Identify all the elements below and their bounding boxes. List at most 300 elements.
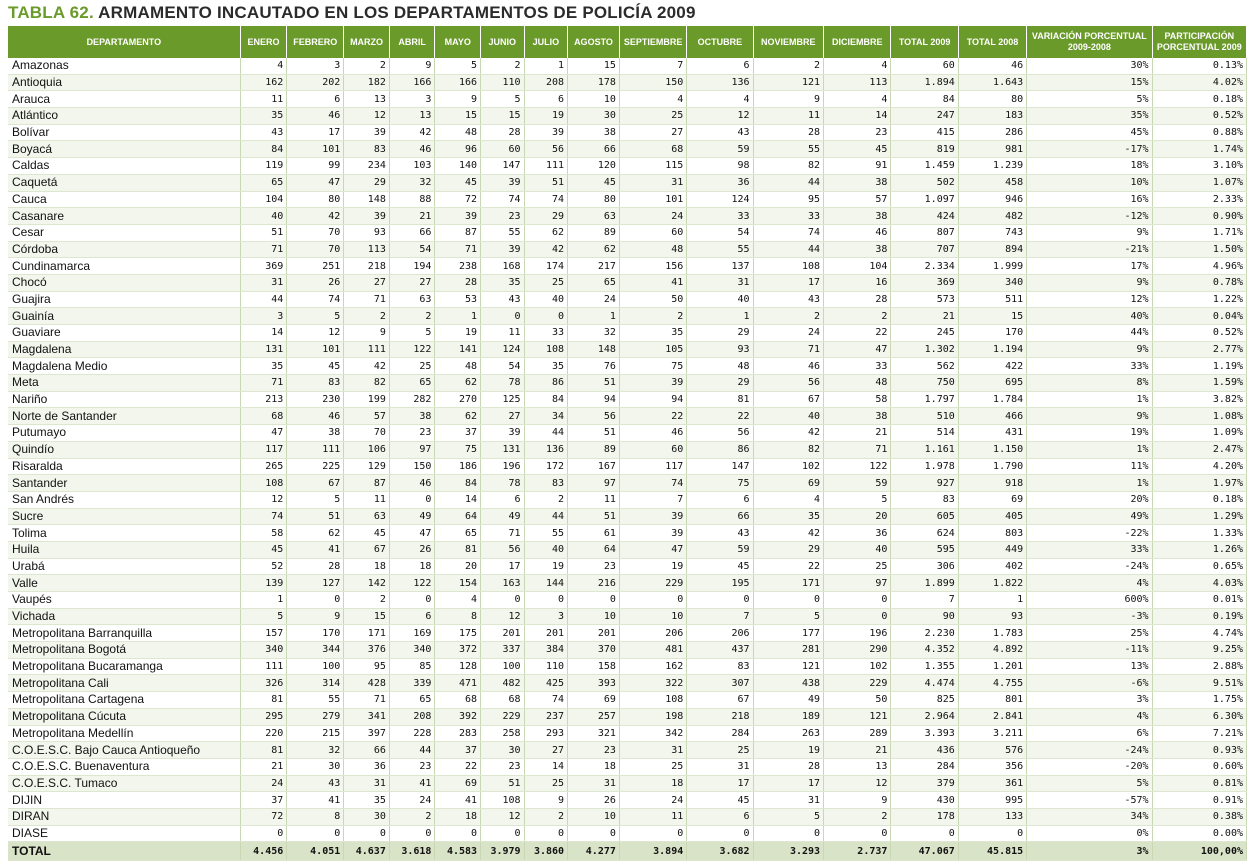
department-cell: Guaviare xyxy=(8,325,240,342)
value-cell: 10 xyxy=(568,608,620,625)
value-cell: 81 xyxy=(240,742,287,759)
value-cell: 2 xyxy=(824,808,891,825)
value-cell: 0.65% xyxy=(1152,558,1246,575)
table-row xyxy=(8,708,1247,725)
value-cell: 45 xyxy=(287,358,344,375)
value-cell: 1.894 xyxy=(891,74,958,91)
table-row xyxy=(8,625,1247,642)
value-cell: 218 xyxy=(687,708,753,725)
value-cell: 1% xyxy=(1027,391,1152,408)
value-cell: 2 xyxy=(389,308,435,325)
column-header: ENERO xyxy=(240,26,287,58)
value-cell: 1.097 xyxy=(891,191,958,208)
table-row xyxy=(8,742,1247,759)
value-cell: 430 xyxy=(891,792,958,809)
value-cell: 5 xyxy=(753,608,823,625)
table-row xyxy=(8,592,1247,609)
value-cell: 3.618 xyxy=(389,842,435,861)
value-cell: 372 xyxy=(435,642,481,659)
value-cell: 60 xyxy=(481,141,525,158)
table-row xyxy=(8,408,1247,425)
value-cell: 263 xyxy=(753,725,823,742)
value-cell: 1.08% xyxy=(1152,408,1246,425)
value-cell: 108 xyxy=(240,475,287,492)
value-cell: 43 xyxy=(287,775,344,792)
value-cell: 48 xyxy=(824,375,891,392)
value-cell: 100,00% xyxy=(1152,842,1246,861)
value-cell: 150 xyxy=(389,458,435,475)
value-cell: 18 xyxy=(568,758,620,775)
department-cell: Atlántico xyxy=(8,108,240,125)
value-cell: 0 xyxy=(240,825,287,842)
value-cell: 1.150 xyxy=(958,441,1026,458)
value-cell: 69 xyxy=(435,775,481,792)
value-cell: 37 xyxy=(435,742,481,759)
department-cell: Metropolitana Cali xyxy=(8,675,240,692)
value-cell: 80 xyxy=(958,91,1026,108)
value-cell: 87 xyxy=(435,224,481,241)
value-cell: 251 xyxy=(287,258,344,275)
value-cell: 1.07% xyxy=(1152,174,1246,191)
value-cell: 18 xyxy=(389,558,435,575)
column-header: FEBRERO xyxy=(287,26,344,58)
value-cell: 1.822 xyxy=(958,575,1026,592)
value-cell: 4.96% xyxy=(1152,258,1246,275)
value-cell: 39 xyxy=(481,425,525,442)
value-cell: 218 xyxy=(344,258,390,275)
value-cell: 19 xyxy=(619,558,686,575)
value-cell: 33 xyxy=(687,208,753,225)
value-cell: 83 xyxy=(891,491,958,508)
value-cell: 0.18% xyxy=(1152,91,1246,108)
value-cell: 23 xyxy=(568,558,620,575)
value-cell: 45 xyxy=(687,558,753,575)
value-cell: 337 xyxy=(481,642,525,659)
value-cell: 5 xyxy=(389,325,435,342)
value-cell: 807 xyxy=(891,224,958,241)
value-cell: 237 xyxy=(524,708,568,725)
value-cell: 80 xyxy=(568,191,620,208)
department-cell: Nariño xyxy=(8,391,240,408)
value-cell: 108 xyxy=(524,341,568,358)
value-cell: 17% xyxy=(1027,258,1152,275)
value-cell: 98 xyxy=(687,158,753,175)
table-title xyxy=(0,0,1250,26)
value-cell: 43 xyxy=(240,124,287,141)
value-cell: 4 xyxy=(753,491,823,508)
value-cell: 369 xyxy=(891,274,958,291)
value-cell: 108 xyxy=(753,258,823,275)
value-cell: 74 xyxy=(481,191,525,208)
value-cell: 139 xyxy=(240,575,287,592)
value-cell: 27 xyxy=(481,408,525,425)
value-cell: 108 xyxy=(619,692,686,709)
department-cell: Metropolitana Bogotá xyxy=(8,642,240,659)
department-cell: Metropolitana Barranquilla xyxy=(8,625,240,642)
value-cell: 111 xyxy=(344,341,390,358)
value-cell: 5 xyxy=(240,608,287,625)
value-cell: 3.293 xyxy=(753,842,823,861)
value-cell: 0 xyxy=(389,825,435,842)
value-cell: 71 xyxy=(240,241,287,258)
value-cell: 45.815 xyxy=(958,842,1026,861)
value-cell: 35 xyxy=(344,792,390,809)
value-cell: -11% xyxy=(1027,642,1152,659)
value-cell: 59 xyxy=(687,541,753,558)
value-cell: 29 xyxy=(344,174,390,191)
value-cell: 166 xyxy=(389,74,435,91)
value-cell: 19 xyxy=(753,742,823,759)
value-cell: 1 xyxy=(958,592,1026,609)
value-cell: 148 xyxy=(568,341,620,358)
table-row xyxy=(8,775,1247,792)
department-cell: DIASE xyxy=(8,825,240,842)
value-cell: 4.474 xyxy=(891,675,958,692)
value-cell: 43 xyxy=(481,291,525,308)
value-cell: 29 xyxy=(687,375,753,392)
armament-table xyxy=(8,26,1247,861)
value-cell: 131 xyxy=(481,441,525,458)
department-cell: San Andrés xyxy=(8,491,240,508)
value-cell: 6% xyxy=(1027,725,1152,742)
value-cell: 101 xyxy=(619,191,686,208)
column-header: OCTUBRE xyxy=(687,26,753,58)
value-cell: 4.20% xyxy=(1152,458,1246,475)
value-cell: 60 xyxy=(619,224,686,241)
value-cell: 4 xyxy=(240,58,287,74)
value-cell: 127 xyxy=(287,575,344,592)
table-row xyxy=(8,325,1247,342)
value-cell: 26 xyxy=(389,541,435,558)
value-cell: 0 xyxy=(824,608,891,625)
value-cell: 258 xyxy=(481,725,525,742)
value-cell: 71 xyxy=(435,241,481,258)
value-cell: 189 xyxy=(753,708,823,725)
value-cell: 0 xyxy=(524,308,568,325)
value-cell: 11 xyxy=(619,808,686,825)
value-cell: 265 xyxy=(240,458,287,475)
value-cell: 13% xyxy=(1027,658,1152,675)
value-cell: 0 xyxy=(958,825,1026,842)
value-cell: 384 xyxy=(524,642,568,659)
value-cell: 40 xyxy=(753,408,823,425)
value-cell: 37 xyxy=(240,792,287,809)
value-cell: 16 xyxy=(824,274,891,291)
value-cell: 167 xyxy=(568,458,620,475)
value-cell: 0.91% xyxy=(1152,792,1246,809)
value-cell: 26 xyxy=(568,792,620,809)
value-cell: 111 xyxy=(240,658,287,675)
value-cell: 32 xyxy=(287,742,344,759)
table-row xyxy=(8,608,1247,625)
value-cell: 121 xyxy=(824,708,891,725)
value-cell: 63 xyxy=(568,208,620,225)
value-cell: 63 xyxy=(389,291,435,308)
value-cell: 28 xyxy=(435,274,481,291)
value-cell: 56 xyxy=(524,141,568,158)
value-cell: 23 xyxy=(568,742,620,759)
value-cell: 801 xyxy=(958,692,1026,709)
value-cell: 0 xyxy=(753,592,823,609)
value-cell: 87 xyxy=(344,475,390,492)
value-cell: 220 xyxy=(240,725,287,742)
value-cell: 13 xyxy=(824,758,891,775)
value-cell: 2 xyxy=(524,808,568,825)
value-cell: 1.161 xyxy=(891,441,958,458)
value-cell: 0 xyxy=(389,491,435,508)
value-cell: 47 xyxy=(240,425,287,442)
column-header: VARIACIÓN PORCENTUAL 2009-2008 xyxy=(1027,26,1152,58)
value-cell: 19 xyxy=(524,558,568,575)
value-cell: 6 xyxy=(481,491,525,508)
value-cell: 0.93% xyxy=(1152,742,1246,759)
value-cell: 46 xyxy=(824,224,891,241)
value-cell: 573 xyxy=(891,291,958,308)
value-cell: 199 xyxy=(344,391,390,408)
value-cell: 428 xyxy=(344,675,390,692)
value-cell: 39 xyxy=(344,124,390,141)
value-cell: 1 xyxy=(687,308,753,325)
value-cell: 7 xyxy=(619,58,686,74)
table-row xyxy=(8,58,1247,74)
value-cell: 25 xyxy=(619,108,686,125)
column-header: DEPARTAMENTO xyxy=(8,26,240,58)
value-cell: 62 xyxy=(287,525,344,542)
value-cell: 48 xyxy=(435,358,481,375)
value-cell: 40% xyxy=(1027,308,1152,325)
column-header: ABRIL xyxy=(389,26,435,58)
value-cell: 82 xyxy=(344,375,390,392)
value-cell: 7.21% xyxy=(1152,725,1246,742)
value-cell: 84 xyxy=(524,391,568,408)
value-cell: 106 xyxy=(344,441,390,458)
table-row xyxy=(8,191,1247,208)
department-cell: Magdalena xyxy=(8,341,240,358)
value-cell: 45 xyxy=(344,525,390,542)
value-cell: 62 xyxy=(568,241,620,258)
value-cell: 379 xyxy=(891,775,958,792)
value-cell: 1.797 xyxy=(891,391,958,408)
value-cell: 67 xyxy=(753,391,823,408)
value-cell: 70 xyxy=(287,241,344,258)
value-cell: 422 xyxy=(958,358,1026,375)
value-cell: 511 xyxy=(958,291,1026,308)
value-cell: 11 xyxy=(753,108,823,125)
value-cell: 31 xyxy=(753,792,823,809)
table-body xyxy=(8,58,1247,861)
value-cell: 2 xyxy=(753,308,823,325)
value-cell: 84 xyxy=(435,475,481,492)
value-cell: 370 xyxy=(568,642,620,659)
value-cell: 100 xyxy=(287,658,344,675)
value-cell: 14 xyxy=(435,491,481,508)
value-cell: 7 xyxy=(687,608,753,625)
value-cell: 23 xyxy=(481,758,525,775)
department-cell: C.O.E.S.C. Bajo Cauca Antioqueño xyxy=(8,742,240,759)
value-cell: 8 xyxy=(287,808,344,825)
value-cell: 38 xyxy=(389,408,435,425)
value-cell: 431 xyxy=(958,425,1026,442)
value-cell: 270 xyxy=(435,391,481,408)
value-cell: 17 xyxy=(753,274,823,291)
value-cell: 3.860 xyxy=(524,842,568,861)
value-cell: 482 xyxy=(958,208,1026,225)
value-cell: 290 xyxy=(824,642,891,659)
value-cell: 1 xyxy=(435,308,481,325)
value-cell: 147 xyxy=(481,158,525,175)
value-cell: 0 xyxy=(687,825,753,842)
value-cell: 2.841 xyxy=(958,708,1026,725)
value-cell: 245 xyxy=(891,325,958,342)
value-cell: 5 xyxy=(287,491,344,508)
value-cell: 9% xyxy=(1027,341,1152,358)
value-cell: 162 xyxy=(240,74,287,91)
value-cell: 41 xyxy=(287,792,344,809)
value-cell: 229 xyxy=(619,575,686,592)
value-cell: 7 xyxy=(619,491,686,508)
value-cell: 4 xyxy=(824,91,891,108)
value-cell: 35 xyxy=(240,108,287,125)
value-cell: 234 xyxy=(344,158,390,175)
value-cell: 1.29% xyxy=(1152,508,1246,525)
table-row xyxy=(8,174,1247,191)
value-cell: 42 xyxy=(389,124,435,141)
value-cell: 69 xyxy=(958,491,1026,508)
value-cell: 0 xyxy=(481,308,525,325)
department-cell: Bolívar xyxy=(8,124,240,141)
value-cell: 27 xyxy=(389,274,435,291)
value-cell: 93 xyxy=(344,224,390,241)
value-cell: 4% xyxy=(1027,708,1152,725)
value-cell: 6 xyxy=(687,491,753,508)
value-cell: 103 xyxy=(389,158,435,175)
value-cell: 101 xyxy=(287,141,344,158)
value-cell: 29 xyxy=(524,208,568,225)
value-cell: 19 xyxy=(524,108,568,125)
value-cell: 40 xyxy=(524,291,568,308)
value-cell: 0 xyxy=(753,825,823,842)
value-cell: 57 xyxy=(344,408,390,425)
value-cell: 282 xyxy=(389,391,435,408)
value-cell: 41 xyxy=(435,792,481,809)
department-cell: Caquetá xyxy=(8,174,240,191)
value-cell: 33% xyxy=(1027,358,1152,375)
value-cell: 78 xyxy=(481,375,525,392)
value-cell: 21 xyxy=(891,308,958,325)
value-cell: 133 xyxy=(958,808,1026,825)
value-cell: 9% xyxy=(1027,224,1152,241)
value-cell: 117 xyxy=(240,441,287,458)
value-cell: 38 xyxy=(824,208,891,225)
value-cell: 342 xyxy=(619,725,686,742)
department-cell: C.O.E.S.C. Tumaco xyxy=(8,775,240,792)
value-cell: 46 xyxy=(287,108,344,125)
value-cell: 6 xyxy=(287,91,344,108)
value-cell: 0 xyxy=(619,592,686,609)
value-cell: 89 xyxy=(568,224,620,241)
value-cell: 74 xyxy=(753,224,823,241)
value-cell: 47 xyxy=(287,174,344,191)
value-cell: 108 xyxy=(481,792,525,809)
value-cell: 163 xyxy=(481,575,525,592)
value-cell: 39 xyxy=(619,508,686,525)
value-cell: 7 xyxy=(891,592,958,609)
value-cell: 5 xyxy=(287,308,344,325)
value-cell: 31 xyxy=(568,775,620,792)
value-cell: 6 xyxy=(524,91,568,108)
value-cell: 39 xyxy=(524,124,568,141)
value-cell: 22 xyxy=(435,758,481,775)
value-cell: 120 xyxy=(568,158,620,175)
value-cell: 12 xyxy=(287,325,344,342)
value-cell: 339 xyxy=(389,675,435,692)
value-cell: 1.999 xyxy=(958,258,1026,275)
value-cell: 1.459 xyxy=(891,158,958,175)
value-cell: 1.22% xyxy=(1152,291,1246,308)
value-cell: 33% xyxy=(1027,541,1152,558)
value-cell: 28 xyxy=(481,124,525,141)
value-cell: 45 xyxy=(687,792,753,809)
value-cell: 45 xyxy=(435,174,481,191)
value-cell: 31 xyxy=(687,274,753,291)
value-cell: 2 xyxy=(824,308,891,325)
value-cell: 102 xyxy=(824,658,891,675)
value-cell: 4.02% xyxy=(1152,74,1246,91)
value-cell: 74 xyxy=(524,191,568,208)
value-cell: 102 xyxy=(753,458,823,475)
value-cell: 39 xyxy=(619,525,686,542)
value-cell: 31 xyxy=(687,758,753,775)
value-cell: 819 xyxy=(891,141,958,158)
value-cell: 4.051 xyxy=(287,842,344,861)
value-cell: 25 xyxy=(619,758,686,775)
value-cell: 33 xyxy=(753,208,823,225)
value-cell: 46 xyxy=(619,425,686,442)
value-cell: 230 xyxy=(287,391,344,408)
value-cell: 43 xyxy=(687,124,753,141)
value-cell: 47 xyxy=(389,525,435,542)
value-cell: 57 xyxy=(824,191,891,208)
table-row xyxy=(8,525,1247,542)
department-cell: Metropolitana Bucaramanga xyxy=(8,658,240,675)
value-cell: 54 xyxy=(389,241,435,258)
value-cell: 2 xyxy=(524,491,568,508)
value-cell: 68 xyxy=(619,141,686,158)
value-cell: 156 xyxy=(619,258,686,275)
value-cell: 129 xyxy=(344,458,390,475)
value-cell: 46 xyxy=(389,475,435,492)
table-title-text: ARMAMENTO INCAUTADO EN LOS DEPARTAMENTOS DE POLICÍA 2009 xyxy=(98,3,696,22)
header-row xyxy=(8,26,1247,58)
value-cell: 36 xyxy=(344,758,390,775)
column-header: TOTAL 2008 xyxy=(958,26,1026,58)
value-cell: 150 xyxy=(619,74,686,91)
value-cell: 15 xyxy=(344,608,390,625)
department-cell: Vichada xyxy=(8,608,240,625)
value-cell: 84 xyxy=(240,141,287,158)
value-cell: 18 xyxy=(435,808,481,825)
value-cell: 178 xyxy=(568,74,620,91)
value-cell: 1.50% xyxy=(1152,241,1246,258)
value-cell: 100 xyxy=(481,658,525,675)
value-cell: 32 xyxy=(568,325,620,342)
value-cell: 86 xyxy=(687,441,753,458)
value-cell: 178 xyxy=(891,808,958,825)
value-cell: 25 xyxy=(524,274,568,291)
value-cell: 307 xyxy=(687,675,753,692)
value-cell: 458 xyxy=(958,174,1026,191)
table-row xyxy=(8,425,1247,442)
